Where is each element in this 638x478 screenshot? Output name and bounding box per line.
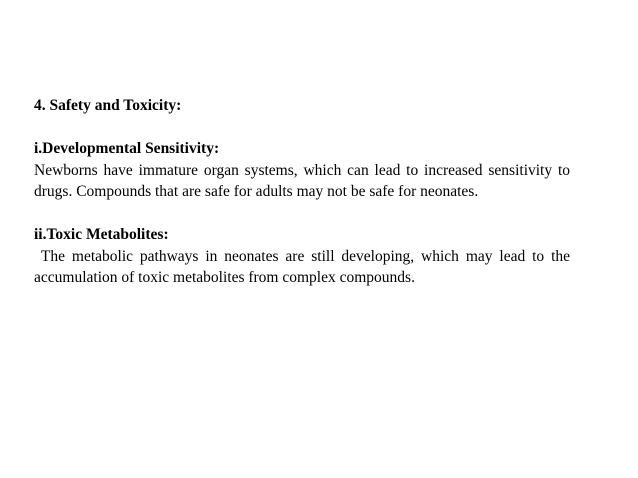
section-title: 4. Safety and Toxicity: [34,97,182,114]
spacer [34,203,570,225]
subsection-heading-developmental-sensitivity: i.Developmental Sensitivity: [34,140,220,157]
spacer [34,117,570,139]
slide-content [34,95,574,289]
subsection-body-developmental-sensitivity: Newborns have immature organ systems, which can lead to increased sensitivity to drugs. Compounds that are safe for adults may not be safe for neonates. [34,161,570,200]
subsection-body-toxic-metabolites: The metabolic pathways in neonates are still developing, which may lead to the accumulation of toxic metabolites from complex compounds. [34,247,574,286]
subsection-heading-toxic-metabolites: ii.Toxic Metabolites: [34,226,169,243]
